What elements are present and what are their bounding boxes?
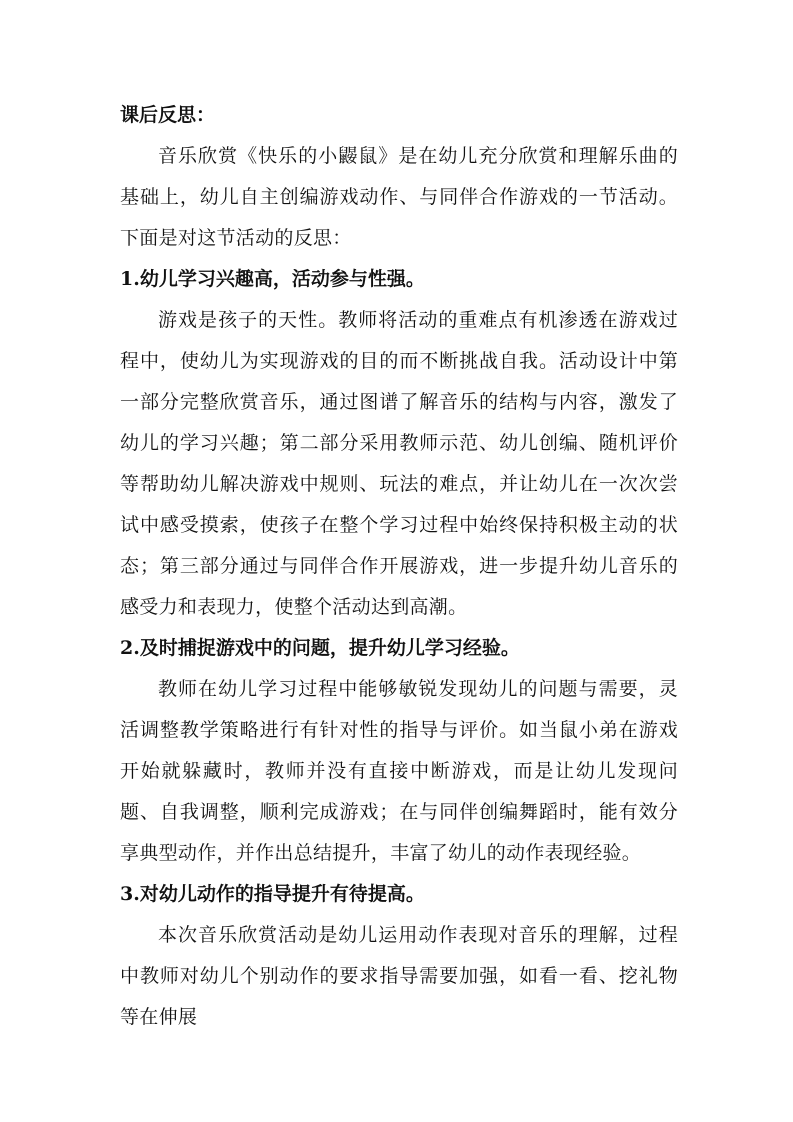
document-body xyxy=(120,95,678,1038)
section-3-body: 本次音乐欣赏活动是幼儿运用动作表现对音乐的理解，过程中教师对幼儿个别动作的要求指导需要加强，如看一看、挖礼物等在伸展 xyxy=(120,924,678,1028)
section-3-title: 3.对幼儿动作的指导提升有待提高。 xyxy=(120,883,425,905)
section-2-title: 2.及时捕捉游戏中的问题，提升幼儿学习经验。 xyxy=(120,637,520,659)
reflection-heading: 课后反思： xyxy=(120,104,216,126)
intro-paragraph: 音乐欣赏《快乐的小鼹鼠》是在幼儿充分欣赏和理解乐曲的基础上，幼儿自主创编游戏动作、与同伴合作游戏的一节活动。下面是对这节活动的反思： xyxy=(120,145,678,249)
section-1-title: 1.幼儿学习兴趣高，活动参与性强。 xyxy=(120,268,425,290)
section-1-body: 游戏是孩子的天性。教师将活动的重难点有机渗透在游戏过程中，使幼儿为实现游戏的目的而不断挑战自我。活动设计中第一部分完整欣赏音乐，通过图谱了解音乐的结构与内容，激发了幼儿的学习兴趣；第二部分采用教师示范、幼儿创编、随机评价等帮助幼儿解决游戏中规则、玩法的难点，并让幼儿在一次次尝试中感受摸索，使孩子在整个学习过程中始终保持积极主动的状态；第三部分通过与同伴合作开展游戏，进一步提升幼儿音乐的感受力和表现力，使整个活动达到高潮。 xyxy=(120,309,678,618)
section-2-body: 教师在幼儿学习过程中能够敏锐发现幼儿的问题与需要，灵活调整教学策略进行有针对性的指导与评价。如当鼠小弟在游戏开始就躲藏时，教师并没有直接中断游戏，而是让幼儿发现问题、自我调整，顺利完成游戏；在与同伴创编舞蹈时，能有效分享典型动作，并作出总结提升，丰富了幼儿的动作表现经验。 xyxy=(120,678,678,864)
